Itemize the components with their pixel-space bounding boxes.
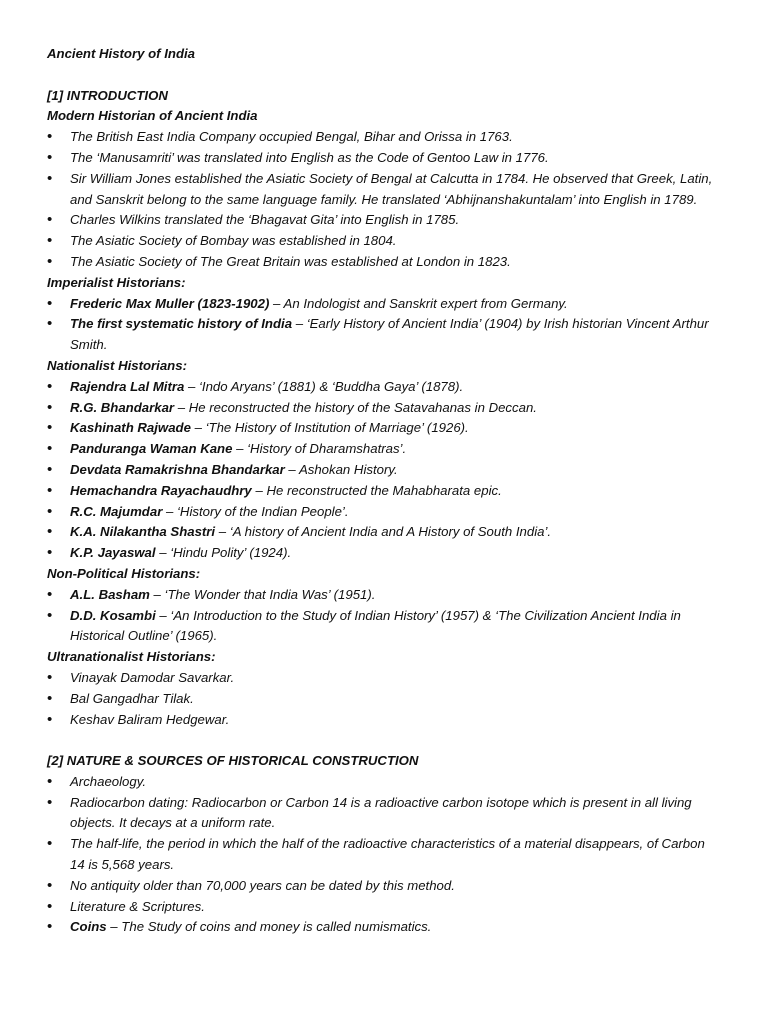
item-text: The Asiatic Society of Bombay was established in 1804. xyxy=(70,233,397,249)
group-heading: Imperialist Historians: xyxy=(47,274,186,290)
item-text: – He reconstructed the history of the Satavahanas in Deccan. xyxy=(174,399,537,415)
historian-group xyxy=(47,273,718,356)
group-heading: Non-Political Historians: xyxy=(47,565,201,581)
list-item xyxy=(47,314,718,356)
section-sources xyxy=(47,751,718,938)
item-text: – ‘Hindu Polity’ (1924). xyxy=(155,545,292,561)
item-term: D.D. Kosambi xyxy=(70,607,156,623)
item-text: Keshav Baliram Hedgewar. xyxy=(70,711,230,727)
item-text: Archaeology. xyxy=(70,773,146,789)
item-text: Vinayak Damodar Savarkar. xyxy=(70,669,235,685)
list-item xyxy=(47,897,718,918)
item-text: – ‘History of the Indian People’. xyxy=(162,503,349,519)
item-term: Kashinath Rajwade xyxy=(70,420,191,436)
item-text: The British East India Company occupied Bengal, Bihar and Orissa in 1763. xyxy=(70,129,513,145)
item-term: R.C. Majumdar xyxy=(70,503,163,519)
item-text: – ‘The History of Institution of Marriage’ (1926). xyxy=(190,420,469,436)
bullet-list xyxy=(47,294,718,356)
list-item xyxy=(47,876,718,897)
list-item xyxy=(47,294,718,315)
list-item xyxy=(47,210,718,231)
item-term: Rajendra Lal Mitra xyxy=(70,378,185,394)
list-item xyxy=(47,148,718,169)
item-text: – Ashokan History. xyxy=(284,461,398,477)
bullet-list xyxy=(47,668,718,730)
bullet-list xyxy=(47,772,718,938)
list-item xyxy=(47,772,718,793)
item-text: – ‘History of Dharamshatras’. xyxy=(232,441,407,457)
section-heading: [1] INTRODUCTION xyxy=(47,87,168,103)
list-item xyxy=(47,377,718,398)
section-introduction xyxy=(47,86,718,731)
item-text: Radiocarbon dating: Radiocarbon or Carbon 14 is a radioactive carbon isotope which is present in all living objects. It decays at a uniform rate. xyxy=(70,794,692,831)
item-term: Panduranga Waman Kane xyxy=(70,441,233,457)
list-item xyxy=(47,481,718,502)
item-term: The first systematic history of India xyxy=(70,316,293,332)
item-text: – The Study of coins and money is called numismatics. xyxy=(106,919,432,935)
item-text: The ‘Manusamriti’ was translated into English as the Code of Gentoo Law in 1776. xyxy=(70,149,549,165)
item-text: The half-life, the period in which the half of the radioactive characteristics of a material disappears, of Carbon 14 is 5,568 years. xyxy=(70,836,705,873)
item-text: The Asiatic Society of The Great Britain was established at London in 1823. xyxy=(70,253,511,269)
section-introduction-groups xyxy=(47,106,718,730)
item-term: Devdata Ramakrishna Bhandarkar xyxy=(70,461,285,477)
item-text: – ‘Indo Aryans’ (1881) & ‘Buddha Gaya’ (1878). xyxy=(184,378,464,394)
item-text: Sir William Jones established the Asiatic Society of Bengal at Calcutta in 1784. He observed that Greek, Latin, and Sanskrit belong to the same language family. He translated ‘Abhijnanshakuntalam’ into English in 1789. xyxy=(70,170,713,207)
historian-group xyxy=(47,106,718,272)
list-item xyxy=(47,460,718,481)
item-text: – An Indologist and Sanskrit expert from Germany. xyxy=(269,295,568,311)
section-spacer xyxy=(47,730,718,751)
list-item xyxy=(47,606,718,648)
item-term: A.L. Basham xyxy=(70,586,150,602)
list-item xyxy=(47,543,718,564)
bullet-list xyxy=(47,377,718,564)
item-text: – ‘A history of Ancient India and A History of South India’. xyxy=(215,524,552,540)
list-item xyxy=(47,689,718,710)
bullet-list xyxy=(47,127,718,273)
list-item xyxy=(47,834,718,876)
item-text: Charles Wilkins translated the ‘Bhagavat Gita’ into English in 1785. xyxy=(70,212,460,228)
item-term: Coins xyxy=(70,919,107,935)
list-item xyxy=(47,231,718,252)
list-item xyxy=(47,252,718,273)
section-heading: [2] NATURE & SOURCES OF HISTORICAL CONSTRUCTION xyxy=(47,753,419,769)
list-item xyxy=(47,127,718,148)
list-item xyxy=(47,169,718,211)
item-text: Literature & Scriptures. xyxy=(70,898,205,914)
list-item xyxy=(47,418,718,439)
list-item xyxy=(47,917,718,938)
bullet-list xyxy=(47,585,718,647)
historian-group xyxy=(47,647,718,730)
item-term: K.P. Jayaswal xyxy=(70,545,156,561)
item-term: Hemachandra Rayachaudhry xyxy=(70,482,252,498)
item-text: – ‘Early History of Ancient India’ (1904) by Irish historian Vincent Arthur Smith. xyxy=(70,316,709,353)
item-term: K.A. Nilakantha Shastri xyxy=(70,524,216,540)
historian-group xyxy=(47,564,718,647)
item-term: R.G. Bhandarkar xyxy=(70,399,175,415)
list-item xyxy=(47,585,718,606)
group-heading: Ultranationalist Historians: xyxy=(47,649,216,665)
list-item xyxy=(47,502,718,523)
list-item xyxy=(47,710,718,731)
list-item xyxy=(47,398,718,419)
list-item xyxy=(47,522,718,543)
historian-group xyxy=(47,356,718,564)
item-text: Bal Gangadhar Tilak. xyxy=(70,690,194,706)
item-text: – ‘An Introduction to the Study of Indian History’ (1957) & ‘The Civilization Ancient India in Historical Outline’ (1965). xyxy=(70,607,681,644)
list-item xyxy=(47,793,718,835)
item-text: – He reconstructed the Mahabharata epic. xyxy=(251,482,502,498)
list-item xyxy=(47,439,718,460)
item-text: No antiquity older than 70,000 years can be dated by this method. xyxy=(70,877,455,893)
document-title: Ancient History of India xyxy=(47,46,196,61)
group-heading: Nationalist Historians: xyxy=(47,357,187,373)
list-item xyxy=(47,668,718,689)
item-text: – ‘The Wonder that India Was’ (1951). xyxy=(149,586,376,602)
item-term: Frederic Max Muller (1823-1902) xyxy=(70,295,270,311)
group-heading: Modern Historian of Ancient India xyxy=(47,108,258,124)
